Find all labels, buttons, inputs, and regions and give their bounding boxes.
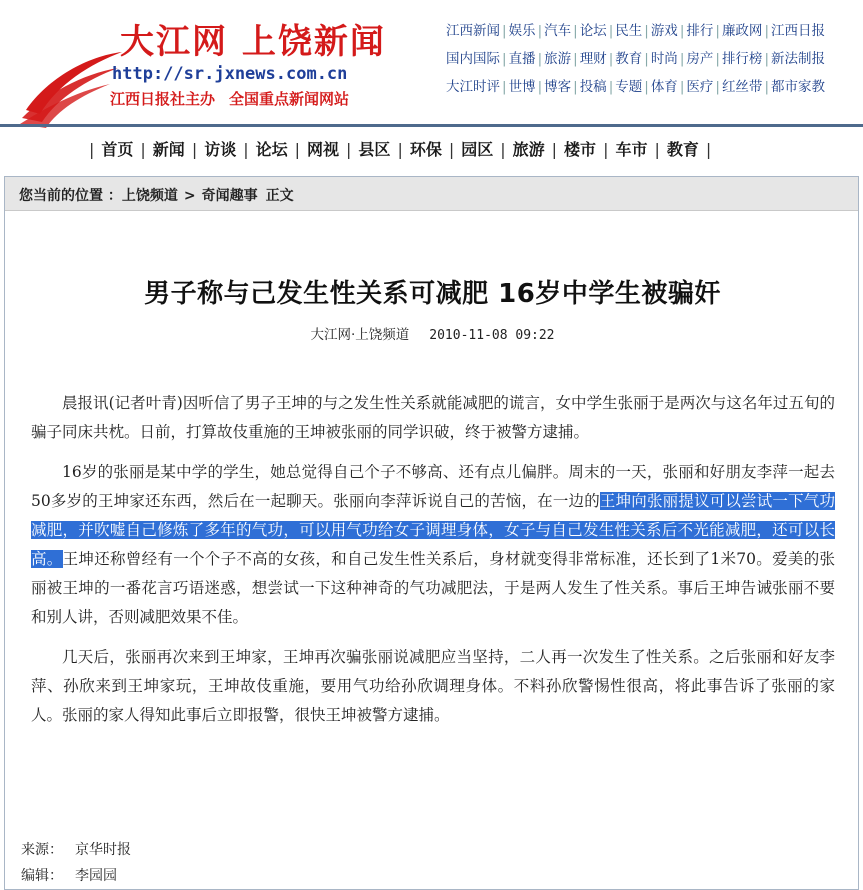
- toplink[interactable]: 医疗: [686, 79, 714, 95]
- top-links-row-3: 大江时评 | 世博 | 博客 | 投稿 | 专题 | 体育 | 医疗 | 红丝带 | 都市家教: [446, 79, 825, 95]
- source-label: 来源：: [21, 842, 63, 858]
- breadcrumb-bar: [5, 177, 858, 211]
- article-paragraph: 几天后，张丽再次来到王坤家，王坤再次骗张丽说减肥应当坚持，二人再一次发生了性关系。之后张丽和好友李萍、孙欣来到王坤家玩，王坤故伎重施，要用气功给孙欣调理身体。不料孙欣警惕性很高，将此事告诉了张丽的家人。张丽的家人得知此事后立即报警，很快王坤被警方逮捕。: [31, 648, 835, 724]
- toplink[interactable]: 体育: [650, 79, 678, 95]
- breadcrumb-prefix: 您当前的位置 ：: [19, 188, 122, 204]
- toplink[interactable]: 江西新闻: [446, 23, 500, 39]
- toplink[interactable]: 直播: [508, 51, 536, 67]
- article-paragraph: 晨报讯(记者叶青)因听信了男子王坤的与之发生性关系就能减肥的谎言，女中学生张丽于是两次与这名年过五旬的骗子同床共枕。日前，打算故伎重施的王坤被张丽的同学识破，终于被警方逮捕。: [31, 394, 835, 441]
- content-frame: [4, 176, 859, 890]
- toplink[interactable]: 排行榜: [721, 51, 763, 67]
- nav-item-property[interactable]: 楼市: [564, 140, 597, 159]
- tagline-right: 全国重点新闻网站: [229, 90, 350, 108]
- nav-item-news[interactable]: 新闻: [152, 140, 185, 159]
- toplink[interactable]: 房产: [686, 51, 714, 67]
- main-nav: | 首页 | 新闻 | 访谈 | 论坛 | 网视 | 县区 | 环保 | 园区 | 旅游 | 楼市 | 车市 | 教育 |: [0, 128, 863, 168]
- nav-item-auto[interactable]: 车市: [615, 140, 648, 159]
- toplink[interactable]: 国内国际: [446, 51, 500, 67]
- toplink[interactable]: 理财: [579, 51, 607, 67]
- breadcrumb-arrow: >: [183, 188, 196, 204]
- site-logo[interactable]: [14, 8, 414, 118]
- toplink[interactable]: 专题: [615, 79, 643, 95]
- paragraph-text: 16岁的张丽是某中学的学生，她总觉得自己个子不够高、还有点儿偏胖。周末的一天，张丽和好朋友李萍一起去50多岁的王坤家还东西，然后在一起聊天。张丽向李萍诉说自己的苦恼，在一边的: [31, 463, 835, 510]
- nav-item-park[interactable]: 园区: [461, 140, 494, 159]
- toplink[interactable]: 论坛: [579, 23, 607, 39]
- top-links: [446, 20, 862, 104]
- logo-url: http://sr.jxnews.com.cn: [112, 64, 348, 84]
- toplink[interactable]: 新法制报: [771, 51, 825, 67]
- toplink[interactable]: 博客: [544, 79, 572, 95]
- editor-label: 编辑：: [21, 868, 63, 884]
- toplink[interactable]: 游戏: [650, 23, 678, 39]
- nav-item-forum[interactable]: 论坛: [255, 140, 288, 159]
- toplink[interactable]: 娱乐: [508, 23, 536, 39]
- breadcrumb-channel-link[interactable]: 上饶频道: [121, 188, 178, 204]
- toplink[interactable]: 排行: [686, 23, 714, 39]
- source-value: 京华时报: [75, 842, 131, 858]
- breadcrumb-category-link[interactable]: 奇闻趣事: [201, 188, 258, 204]
- toplink[interactable]: 红丝带: [721, 79, 763, 95]
- toplink[interactable]: 都市家教: [771, 79, 825, 95]
- paragraph-text: 王坤还称曾经有一个个子不高的女孩，和自己发生性关系后，身材就变得非常标准，还长到了1米70。爱美的张丽被王坤的一番花言巧语迷惑，想尝试一下这种神奇的气功减肥法，于是两人发生了性关系。事后王坤告诫张丽不要和别人讲，否则减肥效果不佳。: [31, 550, 835, 626]
- nav-item-travel[interactable]: 旅游: [512, 140, 545, 159]
- site-header: [0, 0, 863, 122]
- toplink[interactable]: 投稿: [579, 79, 607, 95]
- nav-item-home[interactable]: 首页: [101, 140, 134, 159]
- toplink[interactable]: 民生: [615, 23, 643, 39]
- top-links-row-2: 国内国际 | 直播 | 旅游 | 理财 | 教育 | 时尚 | 房产 | 排行榜 | 新法制报: [446, 51, 825, 67]
- nav-item-interview[interactable]: 访谈: [204, 140, 237, 159]
- nav-item-education[interactable]: 教育: [666, 140, 699, 159]
- toplink[interactable]: 世博: [508, 79, 536, 95]
- article-source-info: [21, 837, 131, 889]
- article-datetime: 2010-11-08 09:22: [429, 328, 555, 343]
- logo-tagline: [110, 88, 363, 109]
- toplink[interactable]: 教育: [615, 51, 643, 67]
- breadcrumb: [19, 185, 294, 205]
- breadcrumb-current: 正文: [265, 188, 294, 204]
- nav-item-video[interactable]: 网视: [307, 140, 340, 159]
- nav-item-county[interactable]: 县区: [358, 140, 391, 159]
- top-links-row-1: 江西新闻 | 娱乐 | 汽车 | 论坛 | 民生 | 游戏 | 排行 | 廉政网 | 江西日报: [446, 23, 825, 39]
- toplink[interactable]: 江西日报: [771, 23, 825, 39]
- article-title: 男子称与己发生性关系可减肥 16岁中学生被骗奸: [144, 279, 721, 309]
- editor-value: 李园园: [75, 868, 117, 884]
- toplink[interactable]: 大江时评: [446, 79, 500, 95]
- tagline-left: 江西日报社主办: [110, 90, 216, 108]
- toplink[interactable]: 廉政网: [721, 23, 763, 39]
- selected-text-highlight[interactable]: 王坤向张丽提议可以尝试一下气功减肥，并吹嘘自己修炼了多年的气功，可以用气功给女子调理身体，女子与自己发生性关系后不光能减肥，还可以长高。: [31, 492, 835, 568]
- article-source-channel: 大江网·上饶频道: [310, 327, 410, 343]
- toplink[interactable]: 时尚: [650, 51, 678, 67]
- header-divider: [0, 124, 863, 127]
- article-paragraph: [31, 458, 835, 632]
- nav-item-environment[interactable]: 环保: [409, 140, 442, 159]
- logo-title: 大江网 上饶新闻: [120, 22, 386, 62]
- toplink[interactable]: 旅游: [544, 51, 572, 67]
- article-meta: [5, 323, 860, 343]
- article-body: [31, 389, 835, 741]
- toplink[interactable]: 汽车: [544, 23, 572, 39]
